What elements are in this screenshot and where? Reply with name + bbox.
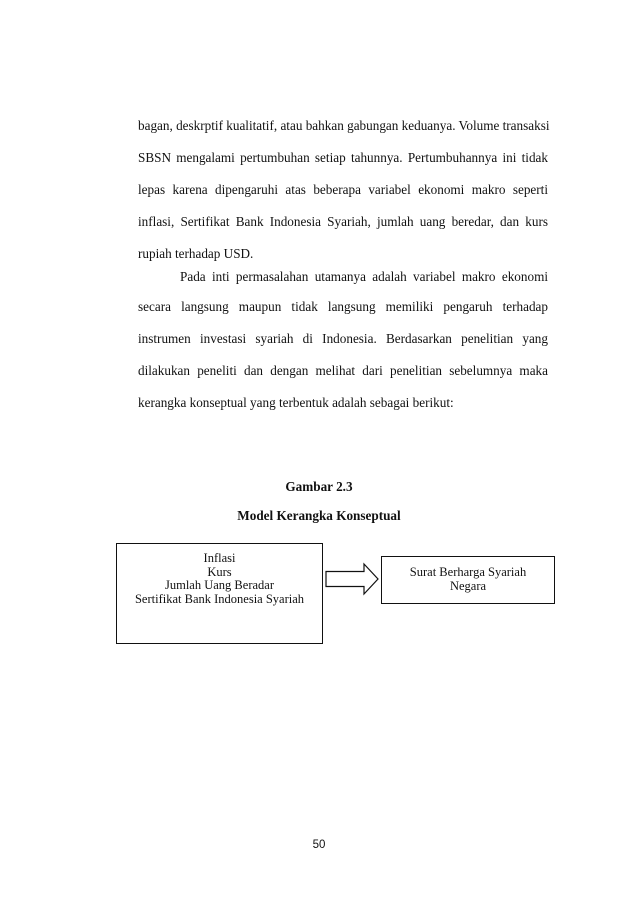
paragraph-line: lepas karena dipengaruhi atas beberapa variabel ekonomi makro seperti bbox=[138, 182, 548, 197]
paragraph-line: instrumen investasi syariah di Indonesia. Berdasarkan penelitian yang bbox=[138, 331, 548, 346]
paragraph-line: secara langsung maupun tidak langsung memiliki pengaruh terhadap bbox=[138, 299, 548, 314]
variable-sbis: Sertifikat Bank Indonesia Syariah bbox=[134, 591, 305, 606]
dependent-line: Negara bbox=[449, 578, 487, 593]
figure-label: Gambar 2.3 bbox=[285, 479, 353, 494]
independent-variables-box bbox=[116, 543, 323, 644]
variable-inflation: Inflasi bbox=[203, 551, 236, 565]
paragraph-line: inflasi, Sertifikat Bank Indonesia Syariah, jumlah uang beredar, dan kurs bbox=[138, 214, 548, 229]
variable-money-supply: Jumlah Uang Beradar bbox=[165, 578, 274, 592]
dependent-variable-box bbox=[381, 556, 555, 604]
arrow-right-icon bbox=[324, 562, 380, 596]
paragraph-line: kerangka konseptual yang terbentuk adalah sebagai berikut: bbox=[138, 395, 454, 410]
paragraph-line: Pada inti permasalahan utamanya adalah variabel makro ekonomi bbox=[180, 269, 548, 284]
page-number: 50 bbox=[312, 839, 326, 851]
variable-exchange-rate: Kurs bbox=[207, 564, 232, 579]
paragraph-line: dilakukan peneliti dan dengan melihat dari penelitian sebelumnya maka bbox=[138, 363, 548, 378]
paragraph-line: rupiah terhadap USD. bbox=[138, 246, 254, 261]
paragraph-line: bagan, deskrptif kualitatif, atau bahkan gabungan keduanya. Volume transaksi bbox=[138, 118, 550, 133]
figure-title: Model Kerangka Konseptual bbox=[237, 508, 401, 523]
paragraph-line: SBSN mengalami pertumbuhan setiap tahunnya. Pertumbuhannya ini tidak bbox=[138, 150, 548, 165]
dependent-line: Surat Berharga Syariah bbox=[409, 565, 527, 579]
